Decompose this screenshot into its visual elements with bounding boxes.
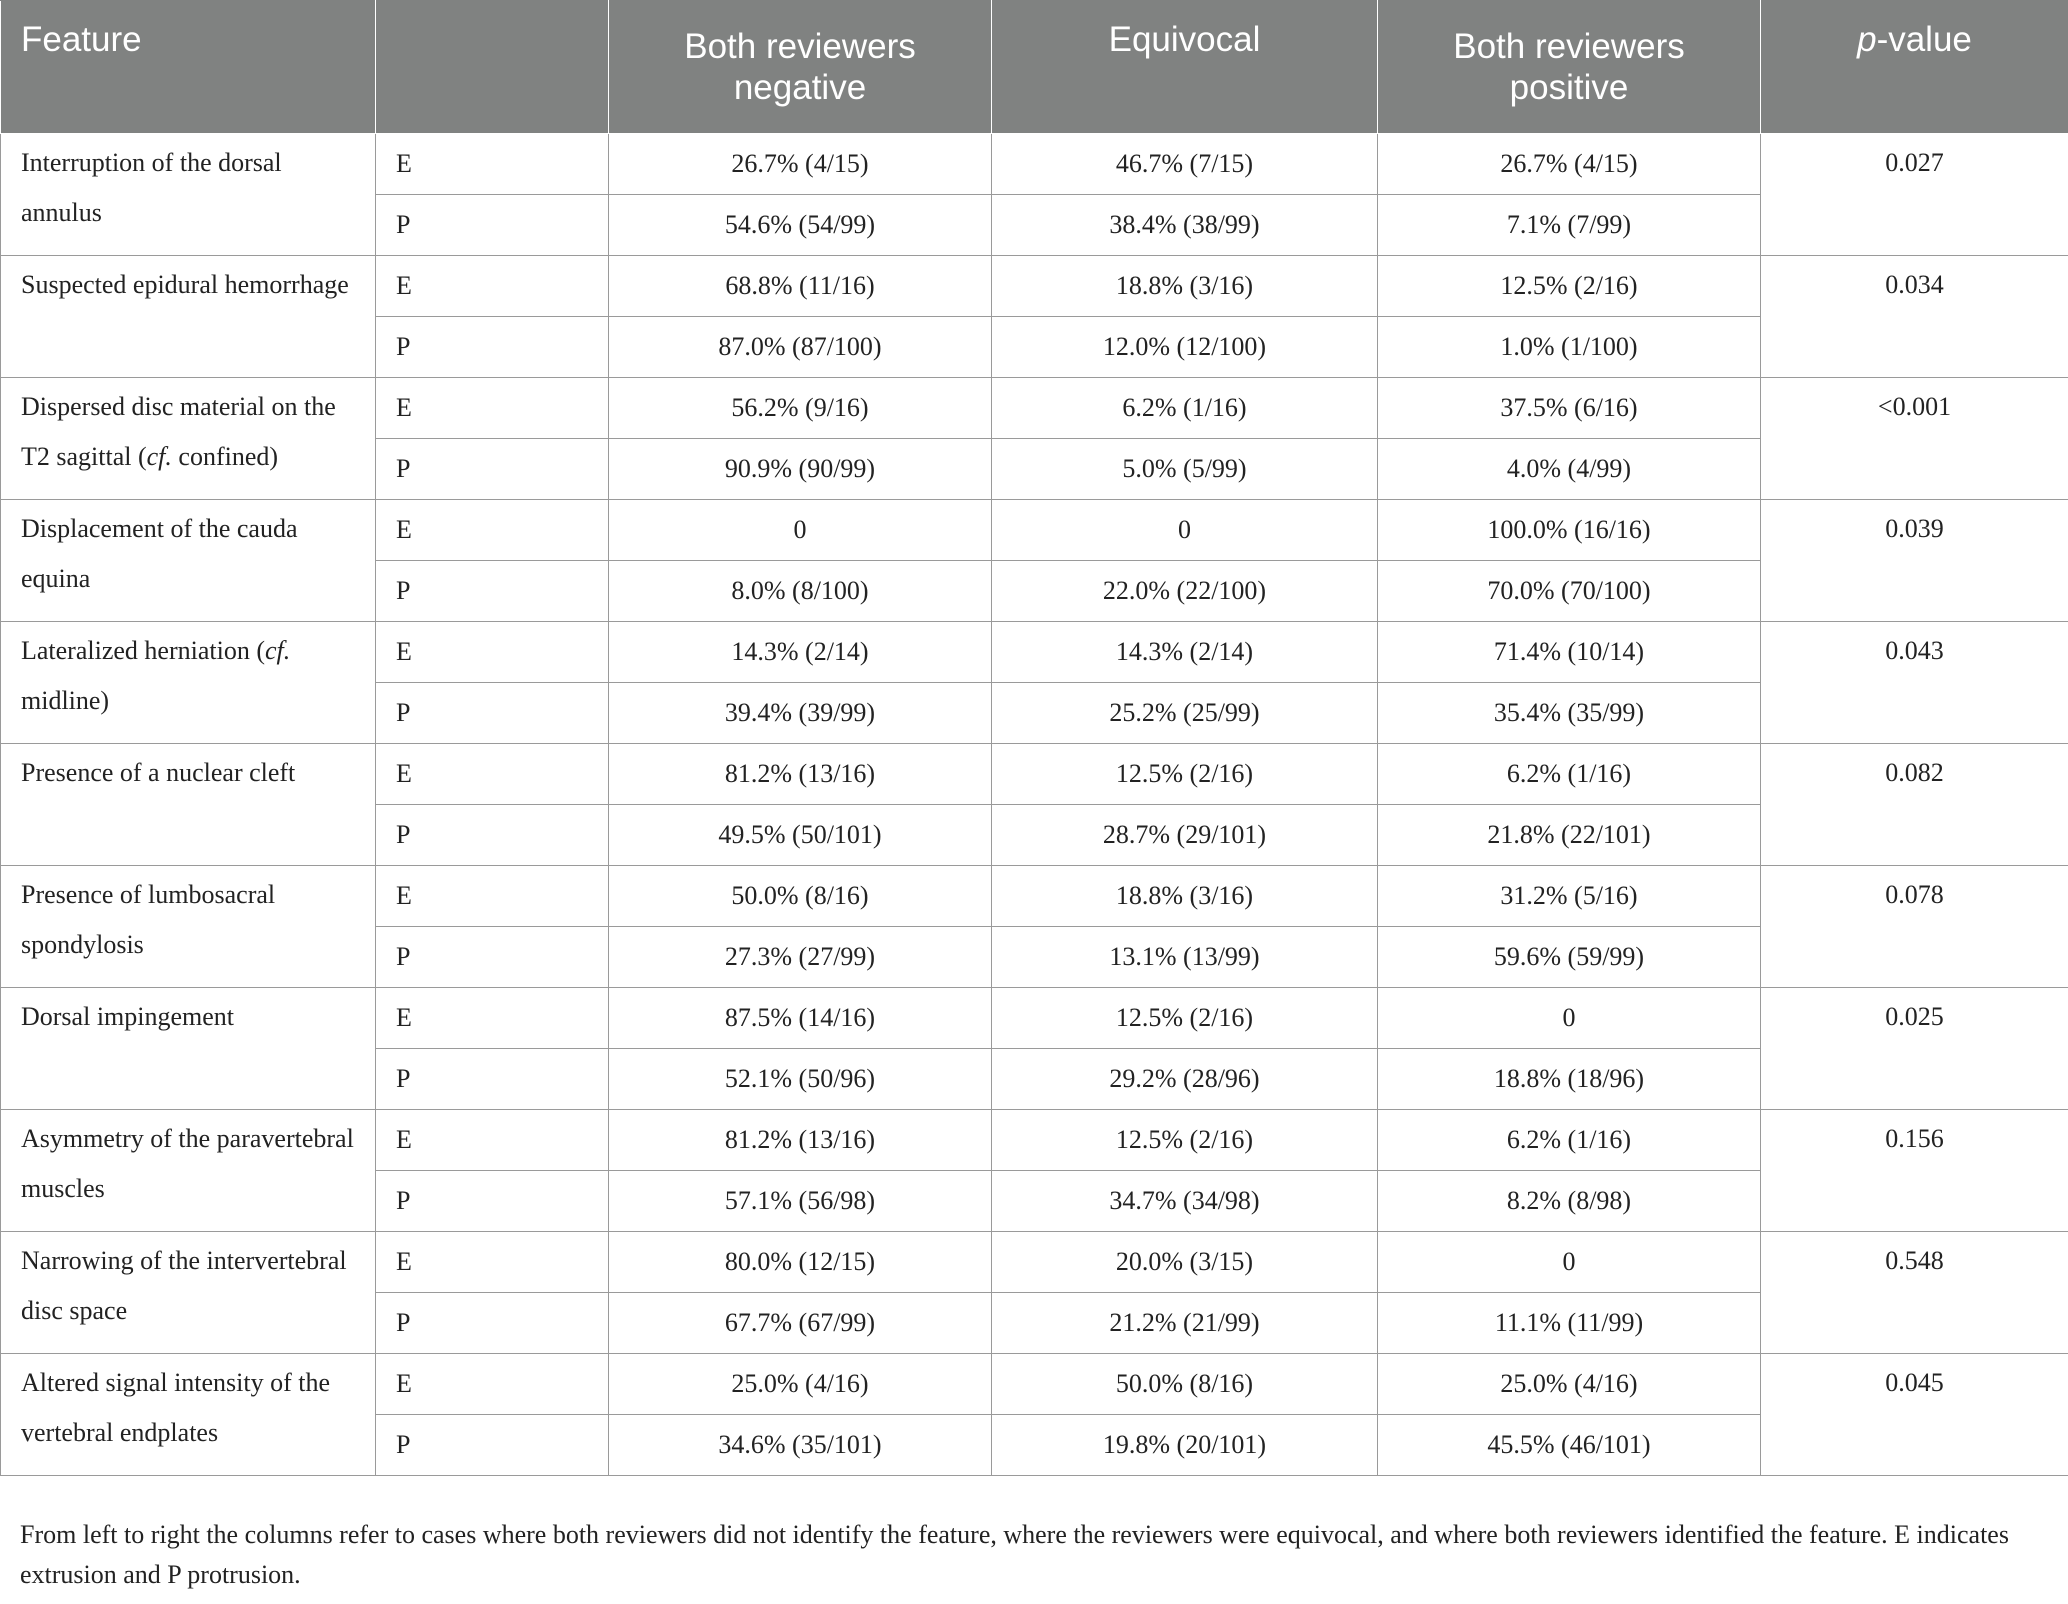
p-value-cell: 0.548 (1761, 1232, 2068, 1354)
equivocal-cell: 50.0% (8/16) (992, 1354, 1378, 1415)
positive-cell: 71.4% (10/14) (1378, 622, 1761, 683)
group-cell: E (376, 1354, 609, 1415)
group-cell: E (376, 622, 609, 683)
positive-cell: 6.2% (1/16) (1378, 1110, 1761, 1171)
p-value-cell: 0.078 (1761, 866, 2068, 988)
p-value-cell: 0.025 (1761, 988, 2068, 1110)
header-positive: Both reviewers positive (1378, 1, 1761, 134)
group-cell: P (376, 1415, 609, 1476)
negative-cell: 90.9% (90/99) (609, 439, 992, 500)
positive-cell: 7.1% (7/99) (1378, 195, 1761, 256)
feature-text: Lateralized herniation ( (21, 636, 265, 665)
feature-cell: Narrowing of the intervertebral disc space (1, 1232, 376, 1354)
equivocal-cell: 46.7% (7/15) (992, 134, 1378, 195)
negative-cell: 34.6% (35/101) (609, 1415, 992, 1476)
negative-cell: 81.2% (13/16) (609, 744, 992, 805)
equivocal-cell: 13.1% (13/99) (992, 927, 1378, 988)
negative-cell: 52.1% (50/96) (609, 1049, 992, 1110)
p-value-cell: 0.045 (1761, 1354, 2068, 1476)
feature-cell: Altered signal intensity of the vertebral endplates (1, 1354, 376, 1476)
feature-cell: Suspected epidural hemorrhage (1, 256, 376, 378)
feature-cell: Presence of a nuclear cleft (1, 744, 376, 866)
table-row (1, 988, 2068, 1049)
equivocal-cell: 6.2% (1/16) (992, 378, 1378, 439)
equivocal-cell: 20.0% (3/15) (992, 1232, 1378, 1293)
header-feature: Feature (1, 1, 376, 134)
table-row (1, 378, 2068, 439)
table-row (1, 256, 2068, 317)
equivocal-cell: 12.5% (2/16) (992, 988, 1378, 1049)
feature-italic: cf. (264, 636, 291, 665)
equivocal-cell: 18.8% (3/16) (992, 866, 1378, 927)
positive-cell: 0 (1378, 1232, 1761, 1293)
equivocal-cell: 12.5% (2/16) (992, 744, 1378, 805)
positive-cell: 70.0% (70/100) (1378, 561, 1761, 622)
feature-text: midline) (21, 686, 110, 715)
group-cell: P (376, 195, 609, 256)
group-cell: P (376, 1049, 609, 1110)
header-negative: Both reviewers negative (609, 1, 992, 134)
feature-cell: Asymmetry of the paravertebral muscles (1, 1110, 376, 1232)
positive-cell: 25.0% (4/16) (1378, 1354, 1761, 1415)
positive-cell: 18.8% (18/96) (1378, 1049, 1761, 1110)
equivocal-cell: 0 (992, 500, 1378, 561)
positive-cell: 12.5% (2/16) (1378, 256, 1761, 317)
negative-cell: 25.0% (4/16) (609, 1354, 992, 1415)
equivocal-cell: 5.0% (5/99) (992, 439, 1378, 500)
negative-cell: 50.0% (8/16) (609, 866, 992, 927)
feature-cell: Displacement of the cauda equina (1, 500, 376, 622)
p-value-cell: 0.043 (1761, 622, 2068, 744)
equivocal-cell: 25.2% (25/99) (992, 683, 1378, 744)
group-cell: P (376, 1293, 609, 1354)
header-p-rest: -value (1876, 20, 1972, 59)
positive-cell: 1.0% (1/100) (1378, 317, 1761, 378)
group-cell: P (376, 805, 609, 866)
group-cell: P (376, 561, 609, 622)
negative-cell: 57.1% (56/98) (609, 1171, 992, 1232)
negative-cell: 26.7% (4/15) (609, 134, 992, 195)
group-cell: E (376, 988, 609, 1049)
table-row (1, 134, 2068, 195)
positive-cell: 31.2% (5/16) (1378, 866, 1761, 927)
table-footnote: From left to right the columns refer to cases where both reviewers did not identify the feature, where the reviewers were equivocal, and where both reviewers identified the feature. E indicates extrusion and P protrusion. (20, 1520, 2009, 1589)
group-cell: P (376, 1171, 609, 1232)
group-cell: E (376, 134, 609, 195)
group-cell: P (376, 439, 609, 500)
feature-cell: Interruption of the dorsal annulus (1, 134, 376, 256)
negative-cell: 27.3% (27/99) (609, 927, 992, 988)
feature-italic: cf. (146, 442, 172, 471)
negative-cell: 80.0% (12/15) (609, 1232, 992, 1293)
table-row (1, 866, 2068, 927)
table-header (1, 1, 2068, 134)
positive-cell: 6.2% (1/16) (1378, 744, 1761, 805)
positive-cell: 100.0% (16/16) (1378, 500, 1761, 561)
group-cell: E (376, 866, 609, 927)
negative-cell: 54.6% (54/99) (609, 195, 992, 256)
p-value-cell: 0.034 (1761, 256, 2068, 378)
negative-cell: 67.7% (67/99) (609, 1293, 992, 1354)
negative-cell: 14.3% (2/14) (609, 622, 992, 683)
header-p-value (1761, 1, 2068, 134)
equivocal-cell: 12.5% (2/16) (992, 1110, 1378, 1171)
feature-cell: Presence of lumbosacral spondylosis (1, 866, 376, 988)
equivocal-cell: 19.8% (20/101) (992, 1415, 1378, 1476)
equivocal-cell: 18.8% (3/16) (992, 256, 1378, 317)
positive-cell: 45.5% (46/101) (1378, 1415, 1761, 1476)
group-cell: E (376, 1110, 609, 1171)
equivocal-cell: 29.2% (28/96) (992, 1049, 1378, 1110)
p-value-cell: <0.001 (1761, 378, 2068, 500)
negative-cell: 87.5% (14/16) (609, 988, 992, 1049)
table-row (1, 1232, 2068, 1293)
equivocal-cell: 21.2% (21/99) (992, 1293, 1378, 1354)
table-row (1, 622, 2068, 683)
p-value-cell: 0.156 (1761, 1110, 2068, 1232)
group-cell: P (376, 927, 609, 988)
negative-cell: 8.0% (8/100) (609, 561, 992, 622)
negative-cell: 87.0% (87/100) (609, 317, 992, 378)
feature-text: confined) (171, 442, 279, 471)
p-value-cell: 0.082 (1761, 744, 2068, 866)
positive-cell: 35.4% (35/99) (1378, 683, 1761, 744)
positive-cell: 11.1% (11/99) (1378, 1293, 1761, 1354)
group-cell: P (376, 683, 609, 744)
group-cell: P (376, 317, 609, 378)
positive-cell: 0 (1378, 988, 1761, 1049)
positive-cell: 8.2% (8/98) (1378, 1171, 1761, 1232)
group-cell: E (376, 744, 609, 805)
feature-cell (1, 622, 376, 744)
table-row (1, 1110, 2068, 1171)
negative-cell: 49.5% (50/101) (609, 805, 992, 866)
header-row (1, 1, 2068, 134)
table-row (1, 744, 2068, 805)
group-cell: E (376, 500, 609, 561)
equivocal-cell: 38.4% (38/99) (992, 195, 1378, 256)
table-row (1, 1354, 2068, 1415)
negative-cell: 0 (609, 500, 992, 561)
equivocal-cell: 34.7% (34/98) (992, 1171, 1378, 1232)
negative-cell: 68.8% (11/16) (609, 256, 992, 317)
table-row (1, 500, 2068, 561)
equivocal-cell: 14.3% (2/14) (992, 622, 1378, 683)
feature-cell (1, 378, 376, 500)
group-cell: E (376, 1232, 609, 1293)
p-value-cell: 0.039 (1761, 500, 2068, 622)
positive-cell: 4.0% (4/99) (1378, 439, 1761, 500)
feature-text: Dispersed disc material on the T2 sagittal ( (21, 392, 336, 471)
negative-cell: 81.2% (13/16) (609, 1110, 992, 1171)
p-value-cell: 0.027 (1761, 134, 2068, 256)
table-body (1, 134, 2068, 1476)
positive-cell: 59.6% (59/99) (1378, 927, 1761, 988)
group-cell: E (376, 256, 609, 317)
equivocal-cell: 22.0% (22/100) (992, 561, 1378, 622)
positive-cell: 37.5% (6/16) (1378, 378, 1761, 439)
feature-cell: Dorsal impingement (1, 988, 376, 1110)
equivocal-cell: 28.7% (29/101) (992, 805, 1378, 866)
positive-cell: 26.7% (4/15) (1378, 134, 1761, 195)
header-group (376, 1, 609, 134)
group-cell: E (376, 378, 609, 439)
header-p-italic: p (1857, 20, 1877, 59)
equivocal-cell: 12.0% (12/100) (992, 317, 1378, 378)
header-equivocal: Equivocal (992, 1, 1378, 134)
negative-cell: 39.4% (39/99) (609, 683, 992, 744)
negative-cell: 56.2% (9/16) (609, 378, 992, 439)
positive-cell: 21.8% (22/101) (1378, 805, 1761, 866)
